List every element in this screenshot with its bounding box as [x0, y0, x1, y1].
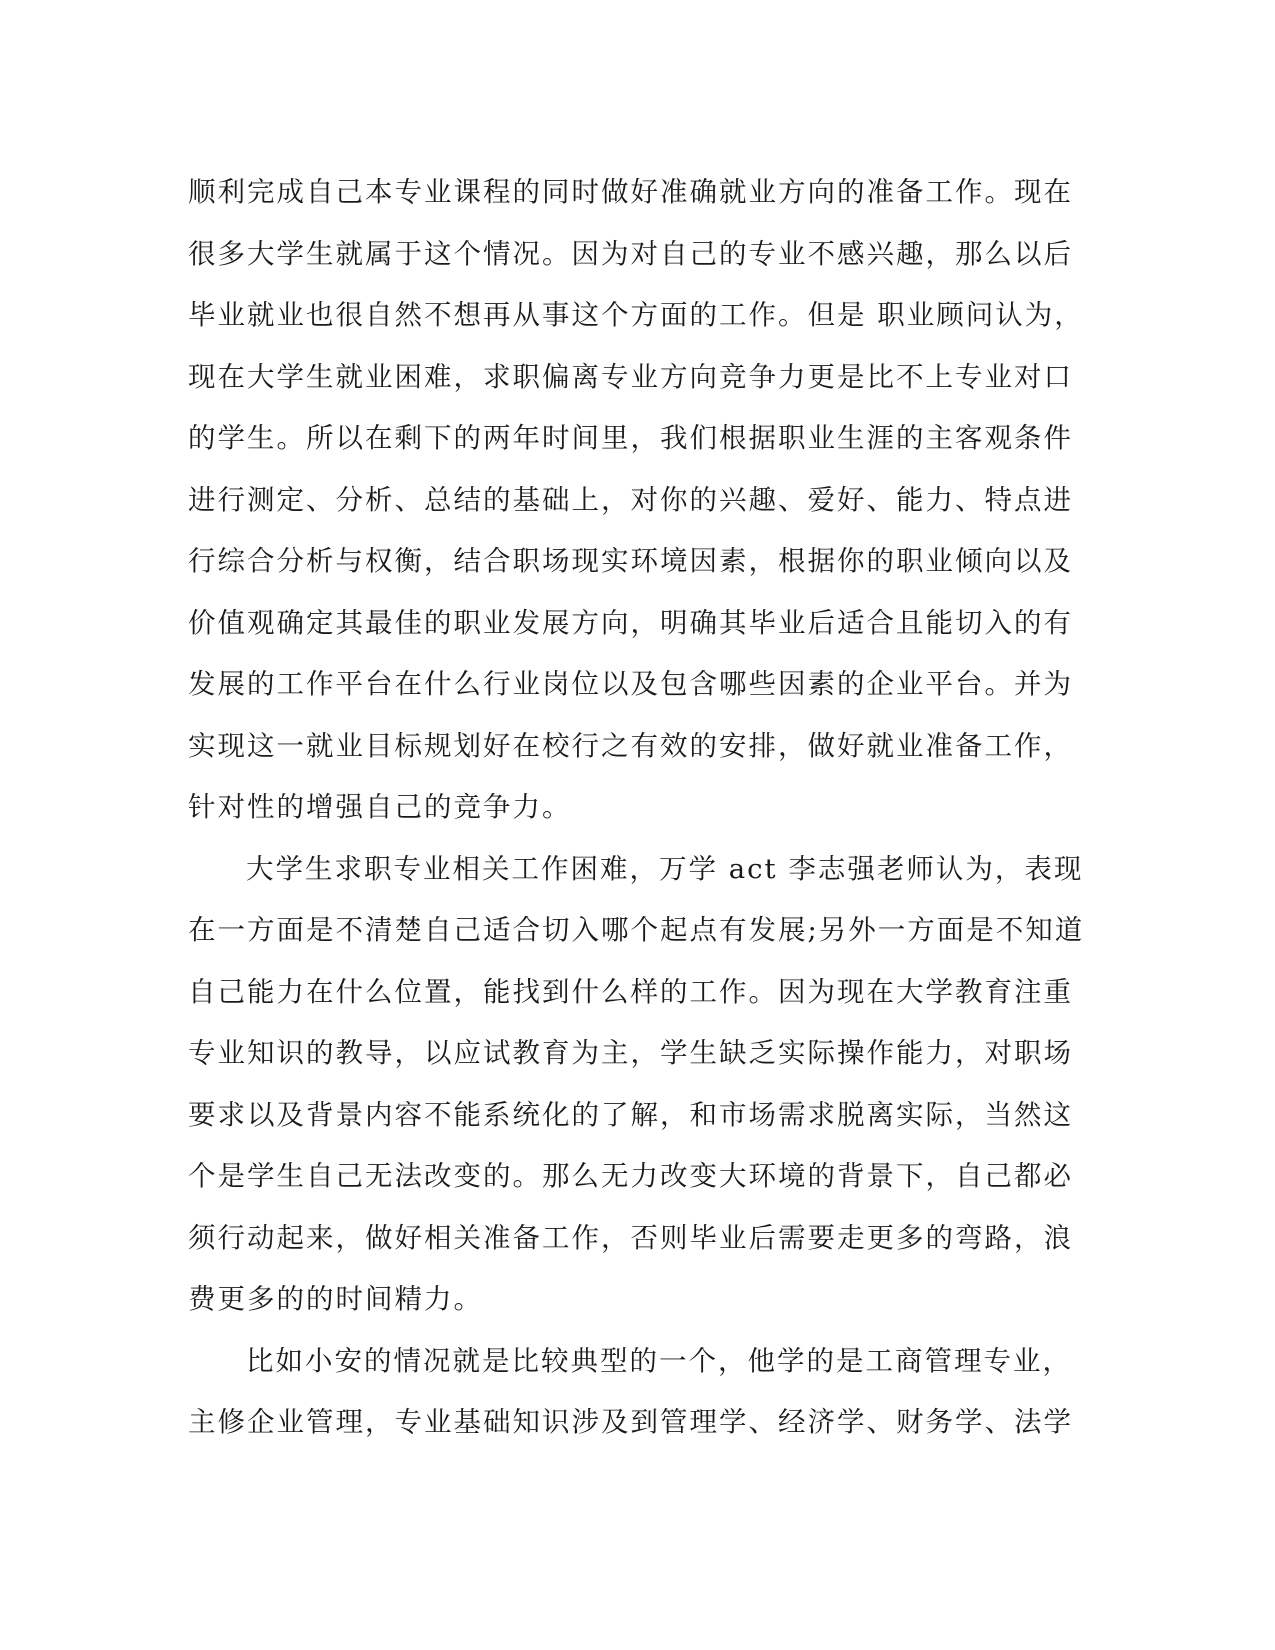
text-line: 行综合分析与权衡，结合职场现实环境因素，根据你的职业倾向以及 [188, 545, 1073, 577]
text-line: 费更多的的时间精力。 [188, 1283, 483, 1315]
document-body [188, 162, 1085, 1454]
paragraph-1 [188, 162, 1084, 839]
text-line: 毕业就业也很自然不想再从事这个方面的工作。但是 职业顾问认为， [188, 299, 1084, 331]
text-line: 主修企业管理，专业基础知识涉及到管理学、经济学、财务学、法学 [188, 1406, 1073, 1438]
text-line: 现在大学生就业困难，求职偏离专业方向竞争力更是比不上专业对口 [188, 360, 1073, 393]
text-line: 要求以及背景内容不能系统化的了解，和市场需求脱离实际，当然这 [188, 1098, 1073, 1131]
text-line: 发展的工作平台在什么行业岗位以及包含哪些因素的企业平台。并为 [188, 668, 1073, 700]
text-line: 实现这一就业目标规划好在校行之有效的安排，做好就业准备工作， [188, 729, 1073, 762]
text-line: 针对性的增强自己的竞争力。 [188, 791, 572, 823]
text-line: 的学生。所以在剩下的两年时间里，我们根据职业生涯的主客观条件 [188, 422, 1073, 454]
text-line: 个是学生自己无法改变的。那么无力改变大环境的背景下，自己都必 [188, 1160, 1073, 1192]
text-line: 自己能力在什么位置，能找到什么样的工作。因为现在大学教育注重 [188, 975, 1073, 1008]
text-line-indented: 大学生求职专业相关工作困难，万学 act 李志强老师认为，表现 [246, 852, 1084, 885]
text-line: 价值观确定其最佳的职业发展方向，明确其毕业后适合且能切入的有 [188, 606, 1073, 639]
text-line: 进行测定、分析、总结的基础上，对你的兴趣、爱好、能力、特点进 [188, 483, 1073, 516]
text-line: 专业知识的教导，以应试教育为主，学生缺乏实际操作能力，对职场 [188, 1037, 1073, 1069]
text-line: 在一方面是不清楚自己适合切入哪个起点有发展;另外一方面是不知道 [188, 914, 1085, 946]
paragraph-2 [188, 839, 1085, 1331]
text-line: 须行动起来，做好相关准备工作，否则毕业后需要走更多的弯路，浪 [188, 1221, 1073, 1254]
text-line: 顺利完成自己本专业课程的同时做好准确就业方向的准备工作。现在 [188, 176, 1073, 208]
text-line: 很多大学生就属于这个情况。因为对自己的专业不感兴趣，那么以后 [188, 237, 1073, 270]
text-line-indented: 比如小安的情况就是比较典型的一个，他学的是工商管理专业， [246, 1344, 1072, 1377]
paragraph-3 [188, 1331, 1073, 1454]
